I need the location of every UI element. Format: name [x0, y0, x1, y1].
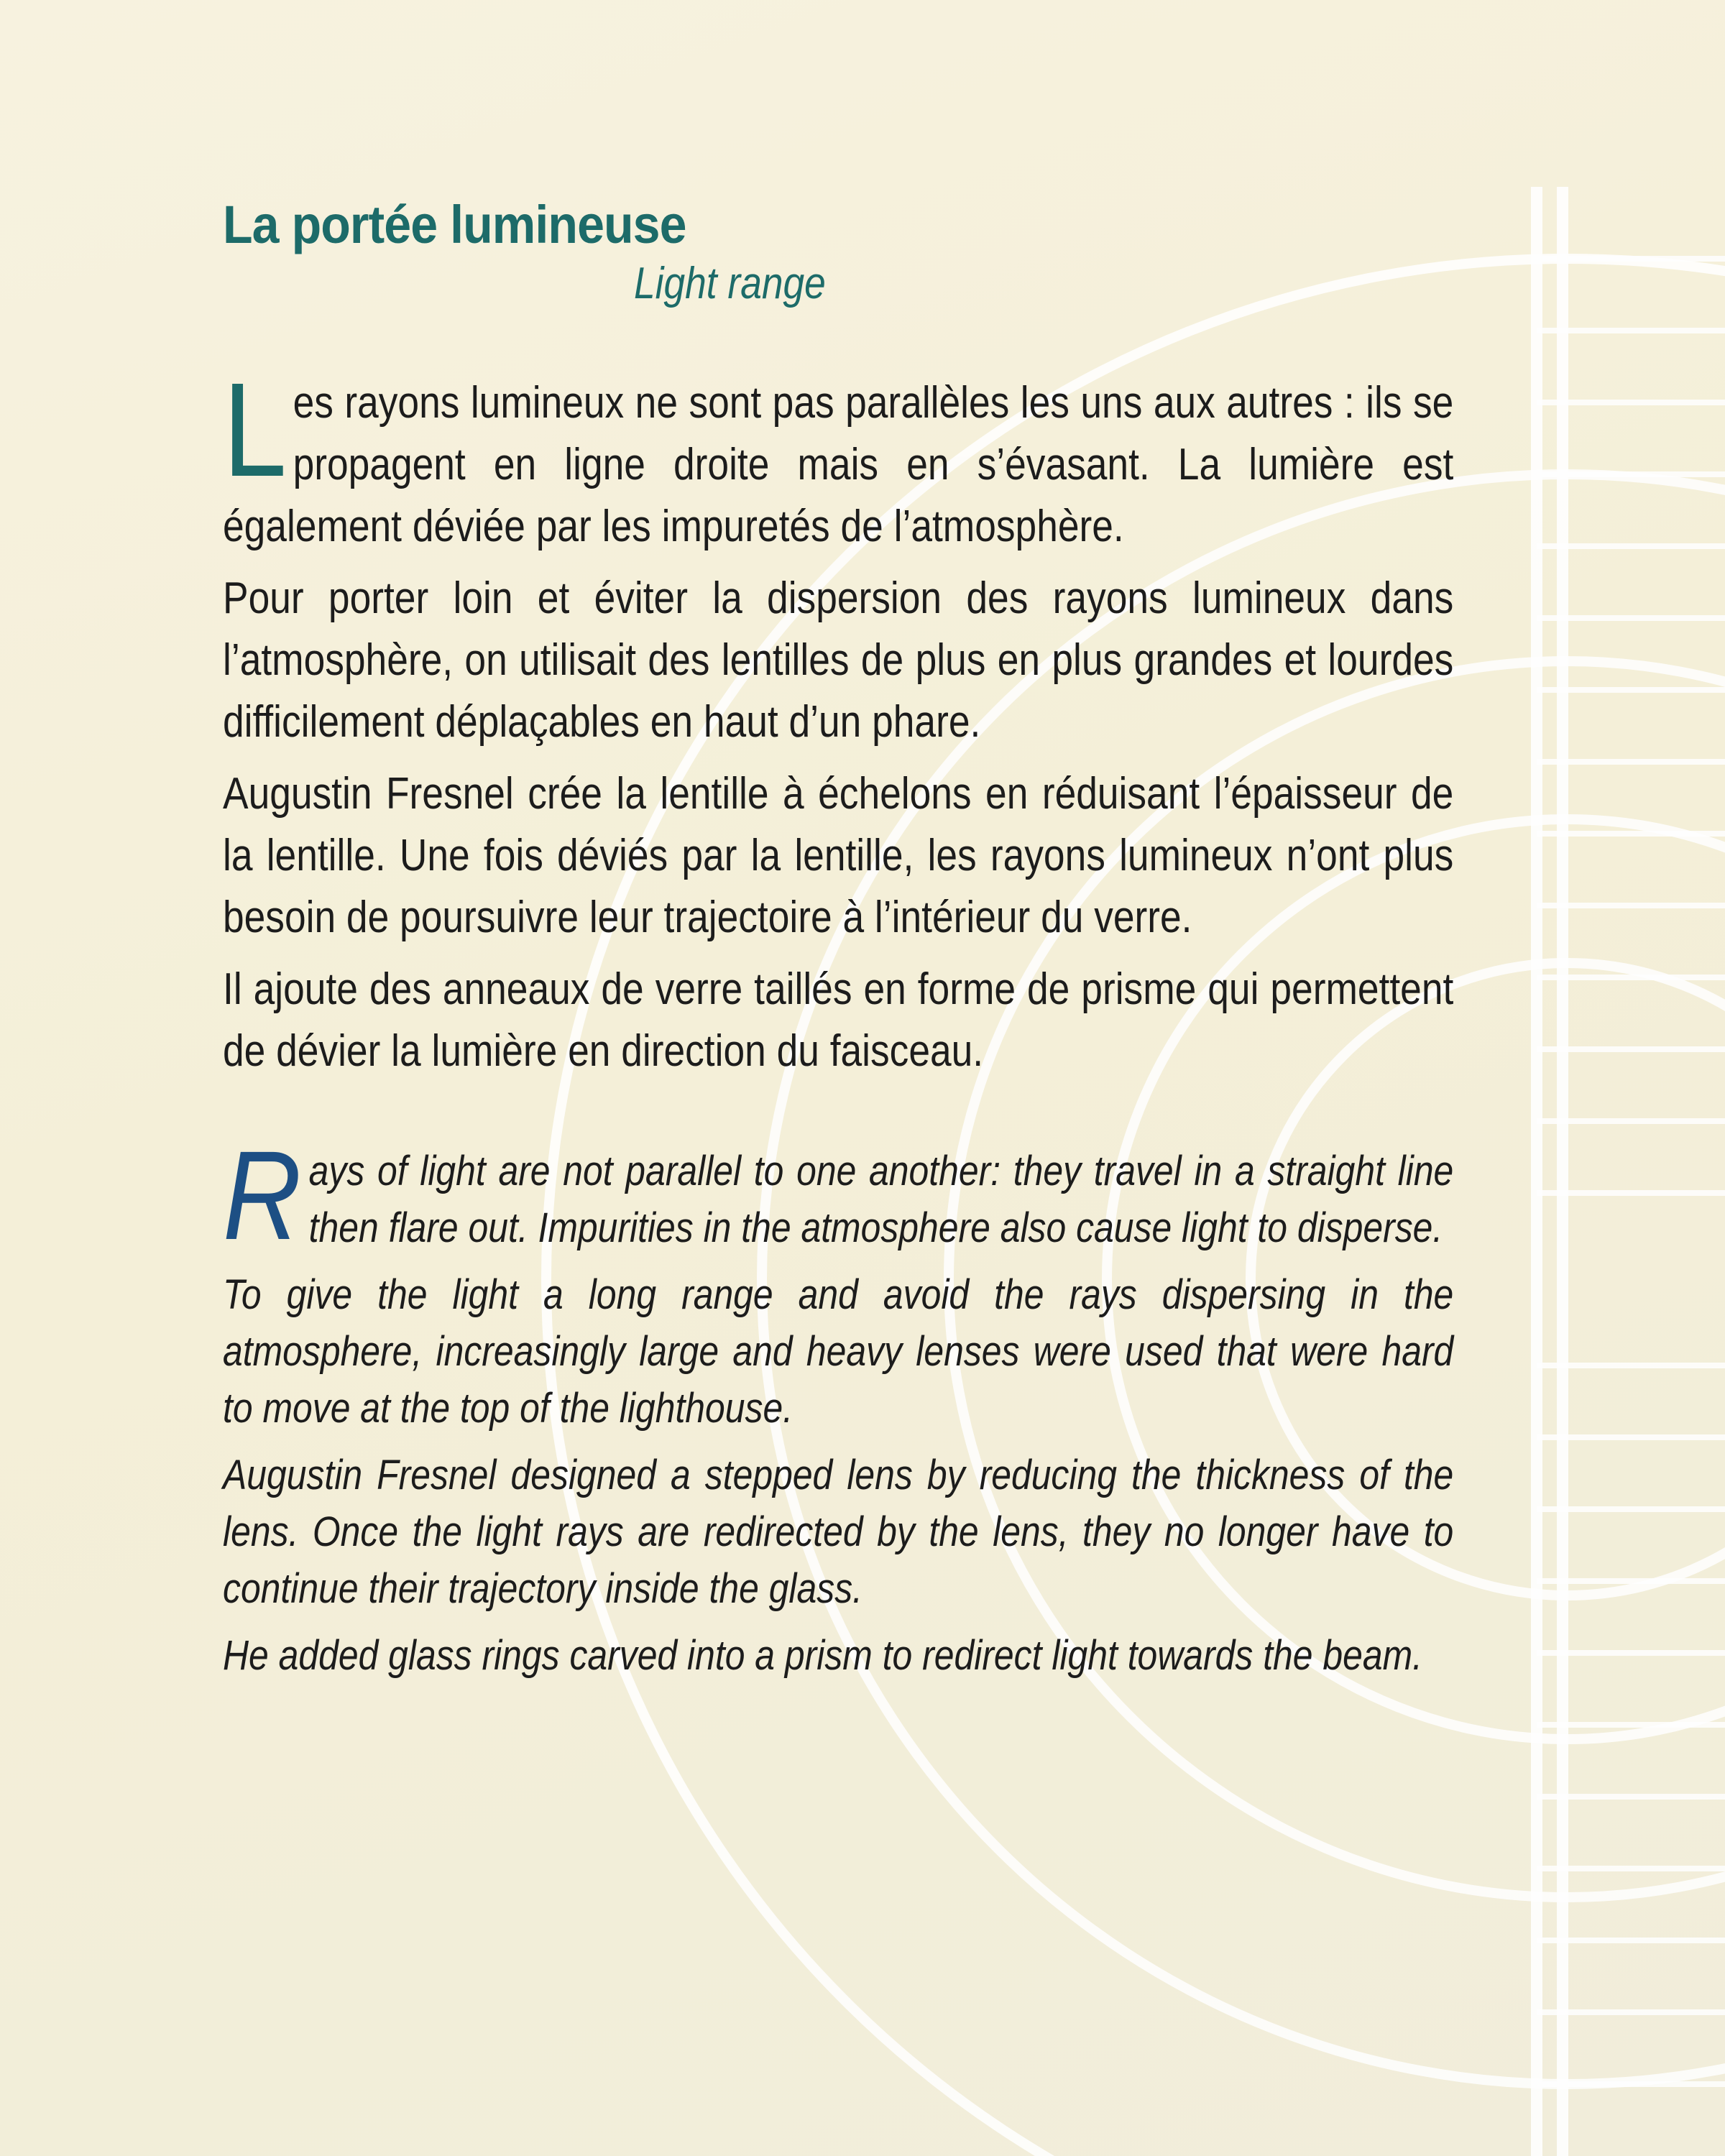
french-paragraph-3: Augustin Fresnel crée la lentille à échelons en réduisant l’épaisseur de la lentille. Une fois déviés par la lentille, les rayons lumineux n’ont plus besoin de poursuivre leur trajectoire à l’intérieur du verre. — [223, 769, 1454, 942]
english-paragraph-2: To give the light a long range and avoid the rays dispersing in the atmosphere, increasingly large and heavy lenses were used that were hard to move at the top of the lighthouse. — [223, 1271, 1454, 1432]
page-subtitle: Light range — [634, 259, 826, 308]
french-paragraph-1-text: es rayons lumineux ne sont pas parallèles les uns aux autres : ils se propagent en ligne droite mais en s’évasant. La lumière est également déviée par les impuretés de l’atmosphère. — [223, 378, 1454, 551]
english-paragraph-1 — [223, 1125, 1454, 1266]
english-paragraph-1-text: ays of light are not parallel to one another: they travel in a straight line then flare out. Impurities in the atmosphere also cause light to disperse. — [308, 1148, 1454, 1251]
french-paragraph-2: Pour porter loin et éviter la dispersion des rayons lumineux dans l’atmosphère, on utilisait des lentilles de plus en plus grandes et lourdes difficilement déplaçables en haut d’un phare. — [223, 573, 1454, 747]
french-text-section — [223, 356, 1454, 1082]
english-paragraph-3: Augustin Fresnel designed a stepped lens by reducing the thickness of the lens. Once the light rays are redirected by the lens, they no longer have to continue their trajectory inside the glass. — [223, 1452, 1454, 1612]
english-drop-cap: R — [223, 1125, 302, 1266]
english-paragraph-4: He added glass rings carved into a prism to redirect light towards the beam. — [223, 1632, 1423, 1679]
english-text-section — [223, 1125, 1454, 1684]
french-drop-cap: L — [223, 356, 287, 505]
french-paragraph-4: Il ajoute des anneaux de verre taillés en forme de prisme qui permettent de dévier la lumière en direction du faisceau. — [223, 964, 1454, 1076]
page-title: La portée lumineuse — [223, 195, 686, 254]
french-paragraph-1 — [223, 356, 1454, 558]
page-content — [223, 194, 1453, 1694]
